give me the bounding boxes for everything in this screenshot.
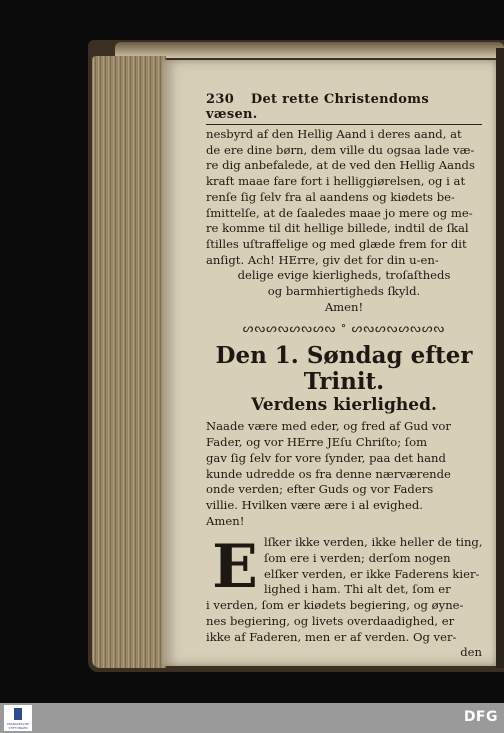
- text-line: og barmhiertigheds ſkyld.: [267, 284, 421, 299]
- text-line: re komme til dit hellige billede, indtil de ſkal: [206, 221, 469, 236]
- text-line: anſigt. Ach! HErre, giv det for din u-en-: [206, 252, 439, 267]
- text-line: i verden, ſom er kiødets begiering, og øyne-: [206, 598, 464, 613]
- text-line: ikke af Faderen, men er af verden. Og ver-: [206, 629, 457, 644]
- text-line: ſom ere i verden; derſom nogen: [264, 551, 451, 566]
- institution-logo[interactable]: [4, 705, 32, 731]
- prayer-line: onde verden; efter Guds og vor Faders: [206, 482, 434, 497]
- text-line: ſtilles uſtraffelige og med glæde frem for dit: [206, 236, 467, 251]
- page-text: [206, 92, 482, 661]
- text-line: de ere dine børn, dem ville du ogsaa lade væ-: [206, 142, 475, 157]
- running-head-title: Det rette Christendoms væsen.: [206, 92, 429, 122]
- dfg-badge[interactable]: DFG: [463, 709, 498, 725]
- logo-text: FRANCKESCHE STIFTUNGEN: [6, 722, 30, 730]
- text-line: nes begiering, og livets overdaadighed, er: [206, 613, 455, 628]
- catchword: den: [460, 645, 482, 660]
- viewer-footer-bar: [0, 703, 504, 733]
- text-line: elſker verden, er ikke Faderens kier-: [264, 566, 480, 581]
- book-top-edge: [115, 42, 504, 58]
- ornament-divider: ᔕᔓᔕᔓᔕᔓᔕᔓ ᐤ ᔕᔓᔕᔓᔕᔓᔕᔓ: [242, 321, 446, 336]
- text-line: re dig anbefalede, at de ved den Hellig Aands: [206, 158, 475, 173]
- section-subheading: Verdens kierlighed.: [251, 395, 437, 416]
- page-edges: [92, 56, 166, 668]
- dropcap-letter: E: [212, 532, 258, 603]
- logo-emblem-icon: [14, 708, 22, 720]
- running-head: [206, 92, 482, 125]
- text-line: ſmittelſe, at de ſaaledes maae jo mere og me-: [206, 205, 473, 220]
- text-line: lighed i ham. Thi alt det, ſom er: [264, 582, 451, 597]
- prayer-line: Naade være med eder, og fred af Gud vor: [206, 419, 451, 434]
- text-line: lſker ikke verden, ikke heller de ting,: [264, 535, 483, 550]
- amen-line: Amen!: [324, 299, 364, 314]
- prayer-line: gav ſig ſelv for vore ſynder, paa det hand: [206, 450, 446, 465]
- prayer-line: Fader, og vor HErre JEſu Chriſto; ſom: [206, 435, 428, 450]
- prayer-line: kunde udredde os fra denne nærværende: [206, 466, 451, 481]
- text-line: renſe ſig ſelv fra al aandens og kiødets be-: [206, 189, 455, 204]
- text-line: kraft maae fare fort i helliggiørelsen, og i at: [206, 174, 466, 189]
- text-line: delige evige kierligheds, troſaſtheds: [237, 268, 451, 283]
- prayer-line: villie. Hvilken være ære i al evighed.: [206, 497, 423, 512]
- dropcap-paragraph: [206, 532, 483, 661]
- text-line: nesbyrd af den Hellig Aand i deres aand, at: [206, 127, 462, 141]
- page-number: 230: [206, 92, 235, 107]
- prayer-line: Amen!: [206, 513, 245, 528]
- right-gutter: [496, 48, 504, 668]
- section-heading: Den 1. Søndag efter Trinit.: [215, 342, 473, 396]
